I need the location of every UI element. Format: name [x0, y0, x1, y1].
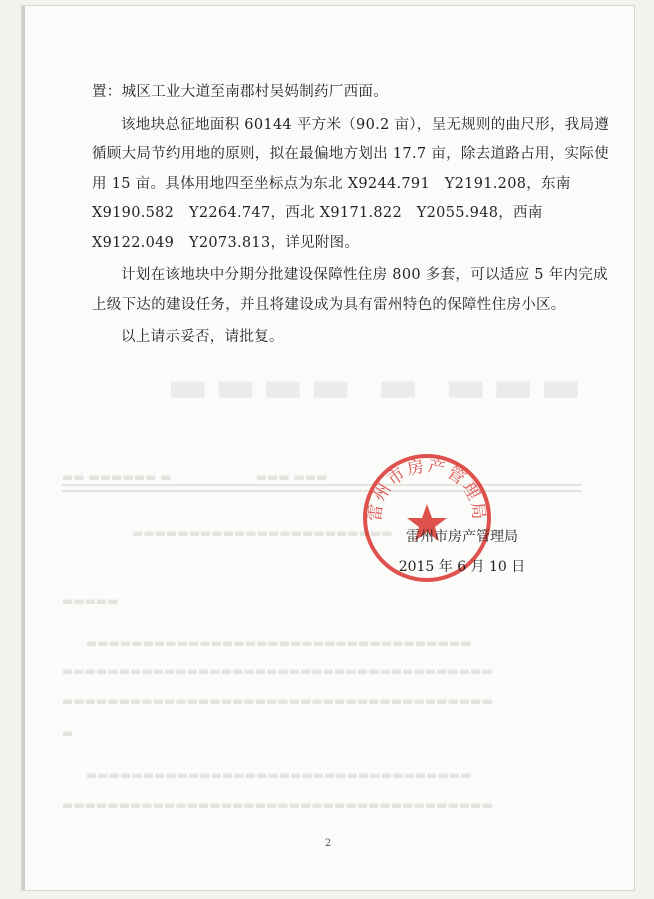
bleed-through-title: ▬▬▬▬ ▬ ▬▬▬ [167, 361, 588, 412]
page-number: 2 [324, 838, 332, 849]
issuing-authority: 雷州市房产管理局 [406, 529, 518, 545]
bleed-through-line: ▬▬ ▬▬▬▬▬▬ ▬ ▬▬▬ ▬▬▬ [62, 470, 328, 484]
bleed-through-line: ▬▬▬▬▬▬▬▬▬▬▬▬▬▬▬▬▬▬▬▬▬▬▬▬▬▬▬▬▬▬▬▬▬▬▬▬▬▬ [62, 798, 493, 812]
housing-plan-paragraph: 计划在该地块中分期分批建设保障性住房 800 多套，可以适应 5 年内完成上级下达的建设任务，并且将建设成为具有雷州特色的保障性住房小区。 [92, 267, 608, 313]
bleed-through-line: ▬▬▬▬▬ [62, 594, 119, 608]
bleed-through-line: ▬▬▬▬▬▬▬▬▬▬▬▬▬▬▬▬▬▬▬▬▬▬▬▬▬▬▬▬▬▬▬▬▬▬▬▬▬▬ [62, 694, 493, 708]
bleed-through-line: ▬ [62, 726, 74, 740]
land-area-paragraph: 该地块总征地面积 60144 平方米（90.2 亩），呈无规则的曲尺形，我局遵循顾大局节约用地的原则，拟在最偏地方划出 17.7 亩，除去道路占用，实际使用 15 亩。具体用地四至坐标点为东北 X9244.791 Y2191.208，东南 X9190.582 Y2264.747，西北 X9171.822 Y2055.948，西南 X9122.049 Y2073.813，详见附图。 [92, 116, 610, 251]
bleed-through-line: ▬▬▬▬▬▬▬▬▬▬▬▬▬▬▬▬▬▬▬▬▬▬▬▬▬▬▬▬▬▬▬▬▬▬ [62, 636, 472, 650]
signature-block [342, 522, 582, 582]
seal-text: 雷州市房产管理局 [365, 456, 489, 523]
bleed-through-line: ▬▬▬▬▬▬▬▬▬▬▬▬▬▬▬▬▬▬▬▬▬▬▬▬▬▬▬▬▬▬▬▬▬▬ [62, 768, 472, 782]
location-line: 置：城区工业大道至南郡村吴妈制药厂西面。 [92, 84, 388, 100]
bleed-through-line: ▬▬▬▬▬▬▬▬▬▬▬▬▬▬▬▬▬▬▬▬▬▬▬▬▬▬▬▬▬▬▬▬▬▬▬▬▬▬ [62, 664, 493, 678]
document-page [22, 6, 634, 890]
bleed-through-rule [62, 490, 582, 492]
issue-date: 2015 年 6 月 10 日 [398, 559, 526, 575]
closing-request: 以上请示妥否，请批复。 [121, 329, 284, 345]
bleed-through-line: ▬▬▬▬▬▬▬▬▬▬▬▬▬▬▬▬▬▬▬▬▬▬▬ [132, 526, 393, 540]
document-body [92, 78, 612, 353]
scan-edge [22, 6, 25, 890]
